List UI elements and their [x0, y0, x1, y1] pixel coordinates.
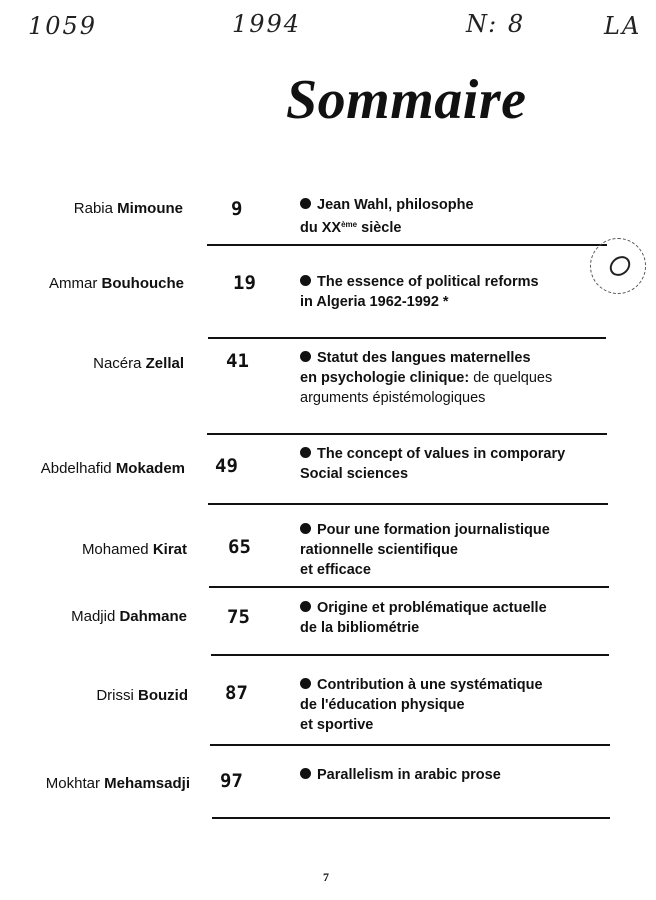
entry-title-line	[300, 765, 501, 785]
entry-author	[49, 275, 184, 292]
entry-title-text: Origine et problématique actuelle	[317, 600, 547, 616]
entry-title-line: arguments épistémologiques	[300, 390, 486, 406]
entry-title-text: siècle	[357, 220, 402, 236]
entry-title-line	[300, 444, 565, 464]
divider	[208, 337, 606, 339]
entry-title-line	[300, 215, 474, 238]
entry-author	[74, 200, 183, 217]
author-first-name: Rabia	[73, 200, 113, 217]
entry-title-text: The concept of values in comporary	[317, 446, 566, 462]
entry-title	[300, 195, 474, 238]
entry-author	[46, 775, 190, 792]
author-first-name: Mokhtar	[45, 775, 100, 792]
entry-title-line	[300, 695, 543, 715]
entry-title-line	[300, 618, 547, 638]
entry-author	[71, 608, 187, 625]
entry-title-text: en psychologie clinique:	[300, 370, 470, 386]
entry-title-line	[300, 715, 543, 735]
handwritten-issue: N: 8	[466, 10, 526, 38]
entry-title-text: in Algeria 1962-1992 *	[300, 294, 449, 310]
entry-page-number: 65	[228, 536, 251, 558]
bullet-icon	[300, 601, 311, 612]
divider	[209, 586, 609, 588]
entry-title	[300, 765, 501, 785]
divider	[208, 503, 608, 505]
entry-page-number: 75	[227, 606, 250, 628]
bullet-icon	[300, 351, 311, 362]
author-first-name: Nacéra	[93, 355, 142, 372]
handwritten-number: 1059	[28, 12, 98, 40]
author-last-name: Mokadem	[115, 460, 185, 477]
entry-title-text: Contribution à une systématique	[317, 677, 543, 693]
entry-page-number: 9	[231, 198, 243, 220]
superscript: ème	[341, 220, 358, 229]
entry-title-line	[300, 292, 539, 312]
author-first-name: Abdelhafid	[40, 460, 112, 477]
author-last-name: Kirat	[152, 541, 187, 558]
entry-author	[96, 687, 188, 704]
entry-title	[300, 348, 552, 408]
entry-title	[300, 272, 539, 312]
entry-title-text: Jean Wahl, philosophe	[317, 197, 474, 213]
entry-title-text: Parallelism in arabic prose	[317, 767, 501, 783]
entry-author	[82, 541, 187, 558]
entry-title-text: de la bibliométrie	[300, 620, 420, 636]
author-first-name: Drissi	[96, 687, 134, 704]
entry-title-text: de l'éducation physique	[300, 697, 465, 713]
handwritten-initials: LA	[604, 12, 642, 40]
entry-title-text: et efficace	[300, 562, 371, 578]
author-last-name: Bouhouche	[101, 275, 184, 292]
handwritten-year: 1994	[232, 10, 302, 38]
entry-page-number: 87	[225, 682, 248, 704]
divider	[212, 817, 610, 819]
entry-author	[41, 460, 185, 477]
entry-page-number: 41	[226, 350, 249, 372]
entry-title	[300, 444, 565, 484]
entry-title-text: The essence of political reforms	[317, 274, 539, 290]
author-first-name: Mohamed	[81, 541, 149, 558]
divider	[207, 244, 607, 246]
bullet-icon	[300, 447, 311, 458]
entry-title-line	[300, 540, 550, 560]
entry-title-line	[300, 272, 539, 292]
entry-title-text: Pour une formation journalistique	[317, 522, 550, 538]
author-last-name: Zellal	[145, 355, 184, 372]
divider	[207, 433, 607, 435]
author-last-name: Mehamsadji	[104, 775, 190, 792]
entry-title-line	[300, 520, 550, 540]
bullet-icon	[300, 678, 311, 689]
entry-title-text: de quelques	[469, 370, 553, 386]
entry-page-number: 49	[215, 455, 238, 477]
entry-title-text: Social sciences	[300, 466, 409, 482]
entry-author	[93, 355, 184, 372]
entry-title	[300, 598, 547, 638]
author-last-name: Mimoune	[117, 200, 183, 217]
author-first-name: Madjid	[71, 608, 116, 625]
entry-title-text: du XX	[300, 220, 342, 236]
entry-page-number: 97	[220, 770, 243, 792]
entry-title	[300, 675, 543, 735]
library-stamp-icon	[590, 238, 646, 294]
entry-title-line	[300, 560, 550, 580]
page-number: 7	[323, 870, 329, 884]
bullet-icon	[300, 198, 311, 209]
entry-title-line	[300, 195, 474, 215]
bullet-icon	[300, 523, 311, 534]
author-first-name: Ammar	[48, 275, 98, 292]
entry-title	[300, 520, 550, 580]
entry-title-text: rationnelle scientifique	[300, 542, 458, 558]
entry-title-line	[300, 675, 543, 695]
author-last-name: Bouzid	[138, 687, 188, 704]
bullet-icon	[300, 768, 311, 779]
entry-title-line	[300, 368, 552, 388]
divider	[210, 744, 610, 746]
author-last-name: Dahmane	[119, 608, 187, 625]
page-title: Sommaire	[286, 69, 527, 131]
entry-page-number: 19	[233, 272, 256, 294]
bullet-icon	[300, 275, 311, 286]
entry-title-line	[300, 348, 552, 368]
entry-title-line	[300, 464, 565, 484]
divider	[211, 654, 609, 656]
entry-title-text: Statut des langues maternelles	[317, 350, 531, 366]
entry-title-line	[300, 598, 547, 618]
entry-title-text: et sportive	[300, 717, 374, 733]
